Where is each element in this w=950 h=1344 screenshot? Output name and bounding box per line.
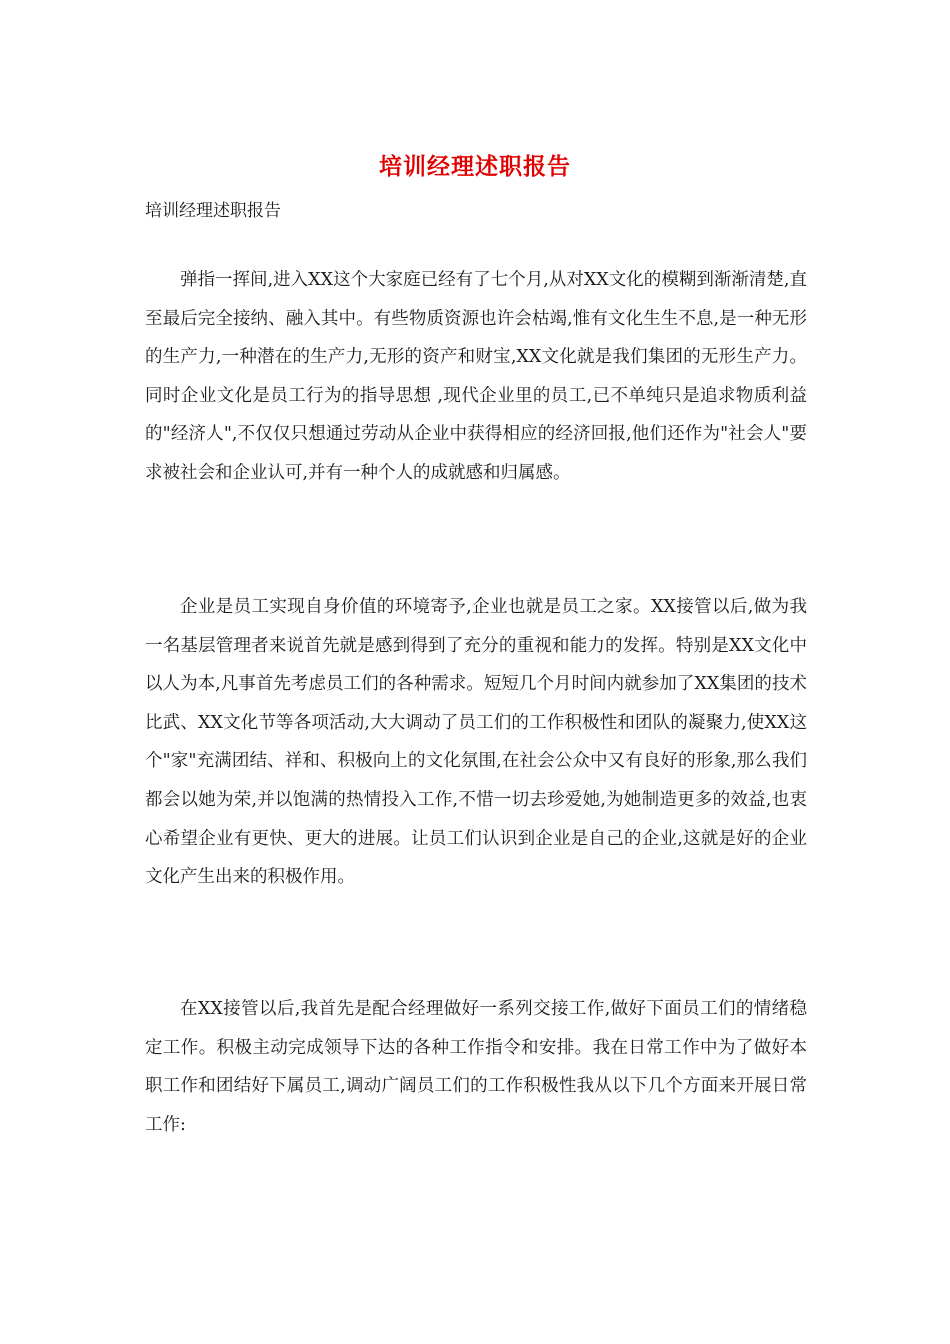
document-title: 培训经理述职报告: [379, 153, 571, 180]
body-paragraph-2: 企业是员工实现自身价值的环境寄予,企业也就是员工之家。XX接管以后,做为我一名基层管理者来说首先就是感到得到了充分的重视和能力的发挥。特别是XX文化中以人为本,凡事首先考虑员工们的各种需求。短短几个月时间内就参加了XX集团的技术比武、XX文化节等各项活动,大大调动了员工们的工作积极性和团队的凝聚力,使XX这个"家"充满团结、祥和、积极向上的文化氛围,在社会公众中又有良好的形象,那么我们都会以她为荣,并以饱满的热情投入工作,不惜一切去珍爱她,为她制造更多的效益,也衷心希望企业有更快、更大的进展。让员工们认识到企业是自己的企业,这就是好的企业文化产生出来的积极作用。: [145, 597, 807, 888]
document-subtitle: 培训经理述职报告: [145, 201, 281, 221]
body-paragraph-1: 弹指一挥间,进入XX这个大家庭已经有了七个月,从对XX文化的模糊到渐渐清楚,直至最后完全接纳、融入其中。有些物质资源也许会枯竭,惟有文化生生不息,是一种无形的生产力,一种潜在的生产力,无形的资产和财宝,XX文化就是我们集团的无形生产力。同时企业文化是员工行为的指导思想 ,现代企业里的员工,已不单纯只是追求物质利益的"经济人",不仅仅只想通过劳动从企业中获得相应的经济回报,他们还作为"社会人"要求被社会和企业认可,并有一种个人的成就感和归属感。: [145, 270, 807, 483]
body-paragraph-3: 在XX接管以后,我首先是配合经理做好一系列交接工作,做好下面员工们的情绪稳定工作。积极主动完成领导下达的各种工作指令和安排。我在日常工作中为了做好本职工作和团结好下属员工,调动广阔员工们的工作积极性我从以下几个方面来开展日常工作:: [145, 999, 807, 1135]
